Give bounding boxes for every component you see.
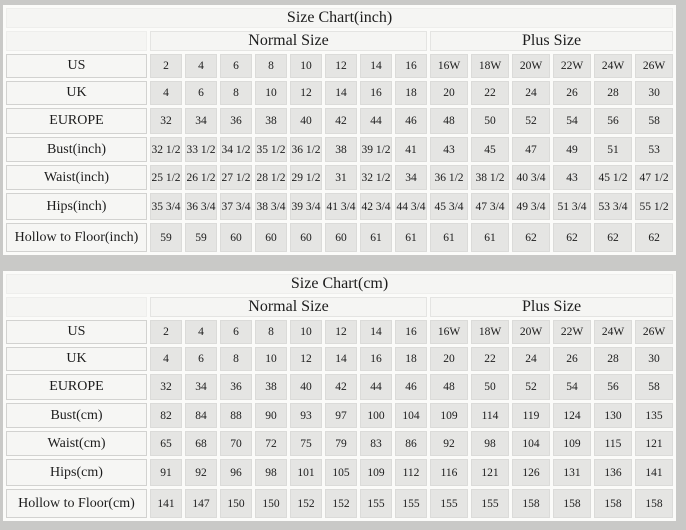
size-value-cell: 150 <box>220 489 252 518</box>
size-value-cell: 126 <box>512 459 550 486</box>
column-group-normal-size: Normal Size <box>150 31 427 51</box>
size-value-cell: 48 <box>430 374 468 400</box>
size-value-cell: 65 <box>150 431 182 456</box>
row-label: Bust(cm) <box>6 403 147 428</box>
row-label: Hips(inch) <box>6 193 147 220</box>
size-chart-cm-table <box>3 271 676 521</box>
size-value-cell: 96 <box>220 459 252 486</box>
size-value-cell: 60 <box>220 223 252 252</box>
size-value-cell: 47 <box>512 137 550 162</box>
size-value-cell: 35 3/4 <box>150 193 182 220</box>
size-value-cell: 155 <box>395 489 427 518</box>
size-value-cell: 43 <box>430 137 468 162</box>
size-value-cell: 68 <box>185 431 217 456</box>
size-value-cell: 115 <box>594 431 632 456</box>
size-value-cell: 26 1/2 <box>185 165 217 190</box>
size-value-cell: 36 1/2 <box>290 137 322 162</box>
size-value-cell: 24 <box>512 347 550 371</box>
size-value-cell: 14 <box>360 54 392 78</box>
size-chart-inch-table <box>3 5 676 255</box>
size-value-cell: 26 <box>553 81 591 105</box>
size-value-cell: 62 <box>553 223 591 252</box>
size-value-cell: 16W <box>430 320 468 344</box>
size-value-cell: 12 <box>325 54 357 78</box>
size-value-cell: 22 <box>471 347 509 371</box>
column-group-plus-size: Plus Size <box>430 297 673 317</box>
size-value-cell: 6 <box>220 54 252 78</box>
size-value-cell: 24 <box>512 81 550 105</box>
size-value-cell: 114 <box>471 403 509 428</box>
size-value-cell: 26W <box>635 320 673 344</box>
size-value-cell: 53 <box>635 137 673 162</box>
size-value-cell: 16 <box>360 81 392 105</box>
size-value-cell: 27 1/2 <box>220 165 252 190</box>
size-value-cell: 53 3/4 <box>594 193 632 220</box>
size-value-cell: 30 <box>635 81 673 105</box>
size-value-cell: 34 <box>395 165 427 190</box>
size-value-cell: 36 1/2 <box>430 165 468 190</box>
size-value-cell: 16 <box>360 347 392 371</box>
size-value-cell: 79 <box>325 431 357 456</box>
size-value-cell: 38 1/2 <box>471 165 509 190</box>
row-label: UK <box>6 347 147 371</box>
column-group-row <box>6 297 673 317</box>
size-value-cell: 10 <box>290 54 322 78</box>
size-value-cell: 88 <box>220 403 252 428</box>
size-value-cell: 2 <box>150 54 182 78</box>
row-label: Waist(inch) <box>6 165 147 190</box>
size-value-cell: 8 <box>220 81 252 105</box>
size-value-cell: 92 <box>185 459 217 486</box>
size-value-cell: 61 <box>471 223 509 252</box>
size-value-cell: 44 3/4 <box>395 193 427 220</box>
size-value-cell: 92 <box>430 431 468 456</box>
size-value-cell: 124 <box>553 403 591 428</box>
size-value-cell: 155 <box>430 489 468 518</box>
table-row <box>6 108 673 134</box>
size-value-cell: 51 3/4 <box>553 193 591 220</box>
table-row <box>6 403 673 428</box>
size-value-cell: 47 3/4 <box>471 193 509 220</box>
corner-blank-cell <box>6 31 147 51</box>
size-value-cell: 51 <box>594 137 632 162</box>
size-value-cell: 18 <box>395 81 427 105</box>
size-value-cell: 130 <box>594 403 632 428</box>
size-value-cell: 58 <box>635 108 673 134</box>
size-value-cell: 36 3/4 <box>185 193 217 220</box>
size-value-cell: 8 <box>255 54 287 78</box>
size-value-cell: 109 <box>430 403 468 428</box>
size-value-cell: 58 <box>635 374 673 400</box>
size-value-cell: 42 3/4 <box>360 193 392 220</box>
size-value-cell: 22W <box>553 320 591 344</box>
size-value-cell: 131 <box>553 459 591 486</box>
size-value-cell: 40 <box>290 108 322 134</box>
size-value-cell: 12 <box>290 347 322 371</box>
table-title-row <box>6 8 673 28</box>
size-value-cell: 158 <box>594 489 632 518</box>
size-value-cell: 121 <box>635 431 673 456</box>
size-value-cell: 10 <box>290 320 322 344</box>
size-value-cell: 26W <box>635 54 673 78</box>
size-value-cell: 55 1/2 <box>635 193 673 220</box>
size-value-cell: 101 <box>290 459 322 486</box>
size-value-cell: 60 <box>255 223 287 252</box>
size-value-cell: 155 <box>360 489 392 518</box>
size-value-cell: 52 <box>512 374 550 400</box>
size-value-cell: 49 <box>553 137 591 162</box>
column-group-plus-size: Plus Size <box>430 31 673 51</box>
size-value-cell: 8 <box>220 347 252 371</box>
size-value-cell: 105 <box>325 459 357 486</box>
size-value-cell: 158 <box>635 489 673 518</box>
table-row <box>6 320 673 344</box>
size-value-cell: 4 <box>150 81 182 105</box>
size-value-cell: 41 <box>395 137 427 162</box>
size-value-cell: 46 <box>395 374 427 400</box>
size-value-cell: 61 <box>430 223 468 252</box>
size-value-cell: 62 <box>512 223 550 252</box>
size-value-cell: 42 <box>325 374 357 400</box>
size-value-cell: 20W <box>512 54 550 78</box>
table-row <box>6 193 673 220</box>
row-label: US <box>6 320 147 344</box>
size-value-cell: 50 <box>471 374 509 400</box>
size-value-cell: 4 <box>150 347 182 371</box>
size-value-cell: 39 1/2 <box>360 137 392 162</box>
size-value-cell: 84 <box>185 403 217 428</box>
size-value-cell: 109 <box>553 431 591 456</box>
size-value-cell: 18W <box>471 54 509 78</box>
size-value-cell: 45 3/4 <box>430 193 468 220</box>
size-value-cell: 147 <box>185 489 217 518</box>
size-value-cell: 43 <box>553 165 591 190</box>
size-value-cell: 72 <box>255 431 287 456</box>
size-value-cell: 116 <box>430 459 468 486</box>
row-label: EUROPE <box>6 108 147 134</box>
size-value-cell: 12 <box>325 320 357 344</box>
size-value-cell: 34 1/2 <box>220 137 252 162</box>
size-value-cell: 22 <box>471 81 509 105</box>
table-row <box>6 431 673 456</box>
size-value-cell: 104 <box>395 403 427 428</box>
table-row <box>6 165 673 190</box>
table-title: Size Chart(cm) <box>6 274 673 294</box>
corner-blank-cell <box>6 297 147 317</box>
size-value-cell: 44 <box>360 374 392 400</box>
size-value-cell: 12 <box>290 81 322 105</box>
size-value-cell: 50 <box>471 108 509 134</box>
table-row <box>6 489 673 518</box>
size-value-cell: 98 <box>255 459 287 486</box>
size-value-cell: 45 <box>471 137 509 162</box>
size-value-cell: 150 <box>255 489 287 518</box>
size-value-cell: 2 <box>150 320 182 344</box>
size-value-cell: 44 <box>360 108 392 134</box>
table-title-row <box>6 274 673 294</box>
size-value-cell: 39 3/4 <box>290 193 322 220</box>
size-value-cell: 16W <box>430 54 468 78</box>
size-value-cell: 38 <box>325 137 357 162</box>
size-value-cell: 4 <box>185 320 217 344</box>
size-value-cell: 22W <box>553 54 591 78</box>
size-value-cell: 14 <box>325 81 357 105</box>
size-value-cell: 56 <box>594 108 632 134</box>
row-label: Waist(cm) <box>6 431 147 456</box>
size-value-cell: 6 <box>220 320 252 344</box>
size-value-cell: 32 <box>150 108 182 134</box>
size-value-cell: 152 <box>325 489 357 518</box>
size-value-cell: 60 <box>325 223 357 252</box>
size-value-cell: 86 <box>395 431 427 456</box>
size-value-cell: 36 <box>220 108 252 134</box>
size-value-cell: 109 <box>360 459 392 486</box>
size-value-cell: 24W <box>594 320 632 344</box>
size-value-cell: 6 <box>185 347 217 371</box>
size-value-cell: 35 1/2 <box>255 137 287 162</box>
size-value-cell: 158 <box>512 489 550 518</box>
size-value-cell: 59 <box>185 223 217 252</box>
size-value-cell: 121 <box>471 459 509 486</box>
row-label: Hollow to Floor(inch) <box>6 223 147 252</box>
size-value-cell: 10 <box>255 347 287 371</box>
size-value-cell: 20 <box>430 81 468 105</box>
size-value-cell: 37 3/4 <box>220 193 252 220</box>
size-value-cell: 34 <box>185 108 217 134</box>
row-label: UK <box>6 81 147 105</box>
size-value-cell: 59 <box>150 223 182 252</box>
row-label: Bust(inch) <box>6 137 147 162</box>
row-label: Hips(cm) <box>6 459 147 486</box>
size-value-cell: 155 <box>471 489 509 518</box>
size-value-cell: 28 1/2 <box>255 165 287 190</box>
table-row <box>6 374 673 400</box>
size-value-cell: 6 <box>185 81 217 105</box>
size-value-cell: 75 <box>290 431 322 456</box>
size-value-cell: 98 <box>471 431 509 456</box>
size-value-cell: 48 <box>430 108 468 134</box>
size-value-cell: 26 <box>553 347 591 371</box>
size-value-cell: 38 <box>255 108 287 134</box>
size-value-cell: 14 <box>325 347 357 371</box>
size-value-cell: 100 <box>360 403 392 428</box>
size-value-cell: 18W <box>471 320 509 344</box>
size-value-cell: 40 <box>290 374 322 400</box>
size-value-cell: 61 <box>360 223 392 252</box>
size-value-cell: 90 <box>255 403 287 428</box>
size-value-cell: 29 1/2 <box>290 165 322 190</box>
size-value-cell: 141 <box>150 489 182 518</box>
size-value-cell: 52 <box>512 108 550 134</box>
size-value-cell: 152 <box>290 489 322 518</box>
table-row <box>6 459 673 486</box>
size-value-cell: 41 3/4 <box>325 193 357 220</box>
size-value-cell: 36 <box>220 374 252 400</box>
size-value-cell: 112 <box>395 459 427 486</box>
size-value-cell: 47 1/2 <box>635 165 673 190</box>
size-value-cell: 158 <box>553 489 591 518</box>
size-value-cell: 18 <box>395 347 427 371</box>
size-value-cell: 4 <box>185 54 217 78</box>
size-value-cell: 32 1/2 <box>150 137 182 162</box>
size-value-cell: 70 <box>220 431 252 456</box>
size-value-cell: 33 1/2 <box>185 137 217 162</box>
table-title: Size Chart(inch) <box>6 8 673 28</box>
size-value-cell: 14 <box>360 320 392 344</box>
size-value-cell: 28 <box>594 347 632 371</box>
table-row <box>6 81 673 105</box>
size-value-cell: 28 <box>594 81 632 105</box>
size-value-cell: 56 <box>594 374 632 400</box>
size-value-cell: 30 <box>635 347 673 371</box>
size-value-cell: 83 <box>360 431 392 456</box>
size-value-cell: 16 <box>395 320 427 344</box>
size-value-cell: 82 <box>150 403 182 428</box>
size-value-cell: 25 1/2 <box>150 165 182 190</box>
table-row <box>6 137 673 162</box>
size-value-cell: 16 <box>395 54 427 78</box>
size-value-cell: 54 <box>553 374 591 400</box>
column-group-row <box>6 31 673 51</box>
size-value-cell: 8 <box>255 320 287 344</box>
row-label: EUROPE <box>6 374 147 400</box>
size-value-cell: 62 <box>594 223 632 252</box>
size-value-cell: 24W <box>594 54 632 78</box>
size-value-cell: 32 <box>150 374 182 400</box>
size-value-cell: 61 <box>395 223 427 252</box>
table-row <box>6 347 673 371</box>
size-value-cell: 49 3/4 <box>512 193 550 220</box>
size-value-cell: 136 <box>594 459 632 486</box>
size-value-cell: 40 3/4 <box>512 165 550 190</box>
size-value-cell: 31 <box>325 165 357 190</box>
size-value-cell: 42 <box>325 108 357 134</box>
size-value-cell: 91 <box>150 459 182 486</box>
size-value-cell: 60 <box>290 223 322 252</box>
column-group-normal-size: Normal Size <box>150 297 427 317</box>
size-value-cell: 104 <box>512 431 550 456</box>
size-value-cell: 20W <box>512 320 550 344</box>
size-value-cell: 46 <box>395 108 427 134</box>
size-value-cell: 45 1/2 <box>594 165 632 190</box>
size-value-cell: 38 3/4 <box>255 193 287 220</box>
size-value-cell: 10 <box>255 81 287 105</box>
size-value-cell: 32 1/2 <box>360 165 392 190</box>
size-value-cell: 34 <box>185 374 217 400</box>
size-value-cell: 135 <box>635 403 673 428</box>
table-row <box>6 223 673 252</box>
size-value-cell: 97 <box>325 403 357 428</box>
table-row <box>6 54 673 78</box>
table-gap <box>3 255 686 271</box>
size-value-cell: 38 <box>255 374 287 400</box>
size-value-cell: 119 <box>512 403 550 428</box>
size-value-cell: 93 <box>290 403 322 428</box>
size-value-cell: 20 <box>430 347 468 371</box>
row-label: US <box>6 54 147 78</box>
size-value-cell: 62 <box>635 223 673 252</box>
size-value-cell: 141 <box>635 459 673 486</box>
row-label: Hollow to Floor(cm) <box>6 489 147 518</box>
size-value-cell: 54 <box>553 108 591 134</box>
